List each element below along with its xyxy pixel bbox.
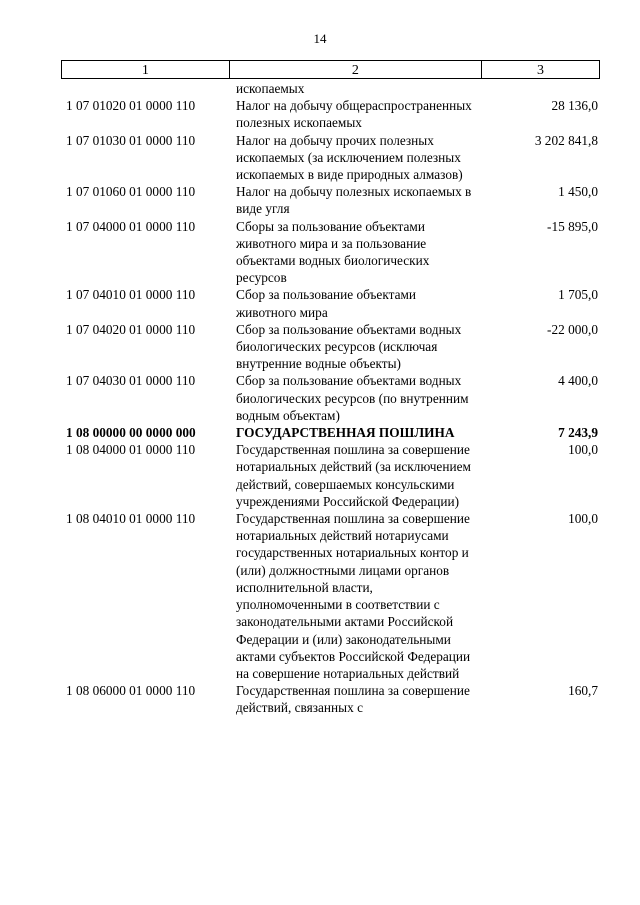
column-header-3: 3 — [481, 61, 600, 78]
row-value: 7 243,9 — [558, 425, 598, 441]
row-value: 1 450,0 — [558, 184, 598, 200]
row-code: 1 07 01030 01 0000 110 — [66, 132, 196, 148]
table-row — [0, 97, 640, 131]
row-code: 1 08 04000 01 0000 110 — [66, 442, 196, 458]
row-code: 1 08 00000 00 0000 000 — [66, 425, 196, 441]
row-value: 28 136,0 — [551, 98, 598, 114]
row-name: Налог на добычу общераспространенных полезных ископаемых — [236, 98, 472, 131]
row-value: 3 202 841,8 — [534, 132, 598, 148]
row-code: 1 07 01060 01 0000 110 — [66, 184, 196, 200]
column-header-2: 2 — [229, 61, 481, 78]
row-name: Сборы за пользование объектами животного мира и за пользование объектами водных биологических ресурсов — [236, 218, 430, 286]
budget-table — [0, 80, 640, 717]
row-name: Налог на добычу полезных ископаемых в виде угля — [236, 184, 472, 217]
page-number: 14 — [313, 31, 327, 46]
table-row — [0, 80, 640, 97]
table-row — [0, 441, 640, 510]
row-code: 1 07 04020 01 0000 110 — [66, 321, 196, 337]
row-value: 4 400,0 — [558, 373, 598, 389]
row-value: 100,0 — [568, 511, 598, 527]
row-name: Государственная пошлина за совершение действий, связанных с — [236, 683, 470, 716]
row-code: 1 07 04010 01 0000 110 — [66, 287, 196, 303]
table-row — [0, 424, 640, 441]
row-code: 1 07 04030 01 0000 110 — [66, 373, 196, 389]
table-row — [0, 682, 640, 716]
row-name: Государственная пошлина за совершение нотариальных действий нотариусами государственных нотариальных контор и (или) должностными лицами органов исполнительной власти, уполномоченными в соответствии с законодательными актами Российской Федерации и (или) законодательными актами субъектов Российской Федерации на совершение нотариальных действий — [236, 511, 471, 681]
row-value: -22 000,0 — [547, 321, 598, 337]
table-row — [0, 372, 640, 424]
table-row — [0, 321, 640, 373]
row-name: Налог на добычу прочих полезных ископаемых (за исключением полезных ископаемых в виде природных алмазов) — [236, 132, 463, 183]
row-code: 1 07 01020 01 0000 110 — [66, 98, 196, 114]
row-code: 1 08 06000 01 0000 110 — [66, 683, 196, 699]
row-name: Сбор за пользование объектами животного мира — [236, 287, 417, 320]
column-header-row — [61, 60, 600, 79]
row-name: Сбор за пользование объектами водных биологических ресурсов (исключая внутренние водные объекты) — [236, 321, 462, 372]
row-value: -15 895,0 — [547, 218, 598, 234]
column-header-1: 1 — [61, 61, 229, 78]
row-value: 1 705,0 — [558, 287, 598, 303]
row-value: 100,0 — [568, 442, 598, 458]
table-row — [0, 218, 640, 287]
table-row — [0, 132, 640, 184]
row-code: 1 08 04010 01 0000 110 — [66, 511, 196, 527]
row-name: Государственная пошлина за совершение нотариальных действий (за исключением действий, совершаемых консульскими учреждениями Российской Федерации) — [236, 442, 471, 509]
table-row — [0, 286, 640, 320]
row-value: 160,7 — [568, 683, 598, 699]
row-code: 1 07 04000 01 0000 110 — [66, 218, 196, 234]
row-name: Сбор за пользование объектами водных биологических ресурсов (по внутренним водным объектам) — [236, 373, 469, 423]
table-row — [0, 510, 640, 682]
table-row — [0, 183, 640, 217]
row-name: ископаемых — [236, 81, 305, 96]
row-name: ГОСУДАРСТВЕННАЯ ПОШЛИНА — [236, 425, 455, 441]
